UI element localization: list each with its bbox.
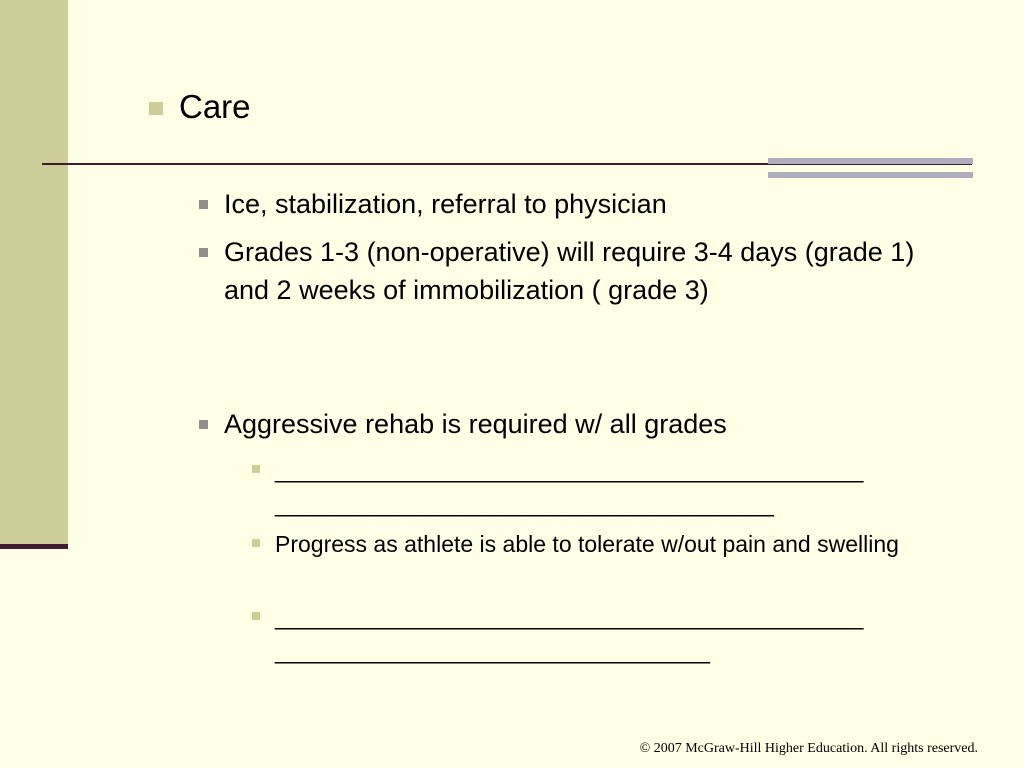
slide-title: Care (179, 88, 251, 125)
copyright-footer: © 2007 McGraw-Hill Higher Education. All rights reserved. (639, 741, 978, 756)
square-bullet-icon (199, 248, 208, 257)
title-square-bullet-icon (149, 102, 163, 115)
bullet-item (224, 405, 944, 443)
sub-bullet-item (275, 453, 975, 521)
square-bullet-icon (199, 200, 208, 209)
bullet-text: Grades 1-3 (non-operative) will require 3-4 days (grade 1) and 2 weeks of immobilization ( grade 3) (224, 237, 915, 305)
sub-bullet-item (275, 527, 975, 561)
sub-bullet-item (275, 600, 975, 668)
bullet-text: Aggressive rehab is required w/ all grades (224, 409, 727, 439)
bullet-item (224, 185, 944, 223)
sub-square-bullet-icon (252, 465, 260, 473)
sub-bullet-text: Progress as athlete is able to tolerate w/out pain and swelling (275, 531, 899, 557)
bullet-text: Ice, stabilization, referral to physician (224, 189, 667, 219)
accent-bar-top (768, 158, 973, 164)
sidebar-rule (0, 544, 68, 549)
accent-bar-bottom (768, 172, 973, 178)
square-bullet-icon (199, 420, 208, 429)
left-sidebar-band (0, 0, 68, 546)
sub-square-bullet-icon (252, 539, 260, 547)
bullet-item (224, 233, 944, 309)
sub-bullet-text: ______________________________________________ __________________________________ (275, 604, 864, 664)
sub-bullet-text: ______________________________________________ _______________________________________ (275, 457, 864, 517)
sub-square-bullet-icon (252, 612, 260, 620)
